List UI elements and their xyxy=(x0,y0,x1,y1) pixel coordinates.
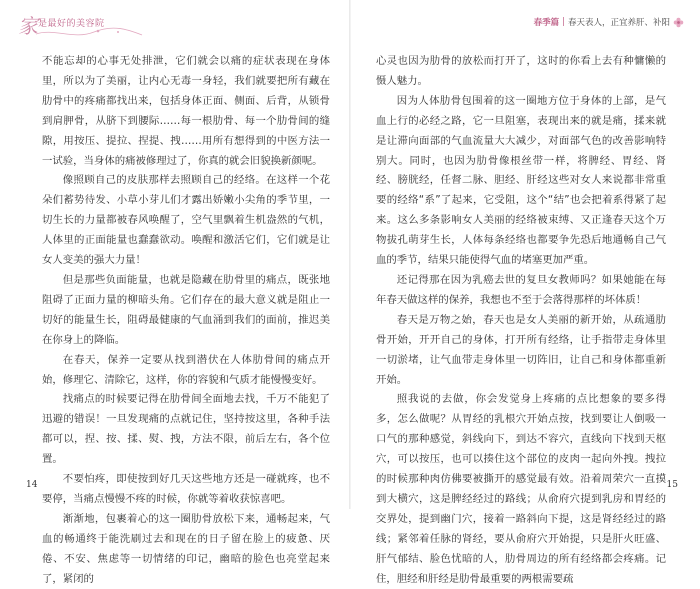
header-separator: | xyxy=(562,17,565,27)
page-number-right: 15 xyxy=(666,480,678,490)
swirl-ornament-icon xyxy=(34,26,144,40)
paragraph-1: 不能忘却的心事无处排泄，它们就会以痛的症状表现在身体里，所以为了美丽，让内心无毒一身轻，我们就要把所有藏在肋骨中的疼痛都找出来，包括身体正面、侧面、后背，从锁骨到肩胛骨，从脐下到腰际……每一根肋骨、每一个肋骨间的缝隙，用按压、提拉、捏提、拽……用所有想得到的中医方法一一试验，当身体的痛被修理过了，你真的就会旧貌换新颜呢。 xyxy=(42,55,330,167)
left-page xyxy=(0,0,350,585)
paragraph-2: 因为人体肋骨包围着的这一圈地方位于身体的上部，是气血上行的必经之路，它一旦阻塞，表现出来的就是痛，揉来就是让滞向面部的气血流量大大减少，对面部气色的改善影响特别大。同时，也因为肋骨像根丝带一样，将脾经、胃经、肾经、膀胱经，任督二脉、胆经、肝经这些对女人来说都非常重要的经络“系”了起来，它受阻，这个“结”也会把着系得紧了起来。这么多条影响女人美丽的经络被束缚、又正逢春天这个万物拔孔萌芽生长，人体每条经络也都要争先恐后地通畅自己气血的季节，结果只能使得气血的堵塞更加严重。 xyxy=(376,94,666,267)
paragraph-1: 心灵也因为肋骨的放松而打开了，这时的你看上去有种慵懒的慑人魅力。 xyxy=(376,55,666,87)
flower-icon xyxy=(673,17,684,28)
book-title: 是最好的美容院 xyxy=(38,19,105,29)
paragraph-2: 像照顾自己的皮肤那样去照顾自己的经络。在这样一个花朵们蓄势待发、小草小芽儿们才露出娇嫩小尖角的季节里，一切生长的力量都被春风唤醒了，空气里飘着生机盎然的气机，人体里的正面能量也蠢蠢欲动。唤醒和激活它们，它们就是让女人变美的强大力量！ xyxy=(42,174,330,267)
paragraph-5: 照我说的去做，你会发觉身上疼痛的点比想象的要多得多，怎么做呢？从胃经的乳根穴开始点按，找到要让人倒吸一口气的那种感觉，斜线向下，到达不容穴，直线向下找到天枢穴，可以按压，也可以揍住这个部位的皮肉一起向外拽。拽拉的时候那种肉仿佛要被撕开的感觉最有效。沿着周荣穴一直摸到大横穴，这是脾经经过的路线；从俞府穴提到乳房和胃经的交界处，提到幽门穴，接着一路斜向下提，这是肾经经过的路线；紧邻着任脉的肾经，要从俞府穴开始提，只是肝火旺盛、肝气郁结、脸色忧暗的人，肋骨周边的所有经络都会疼痛。记住，胆经和肝经是肋骨最重要的两根需要疏 xyxy=(376,393,666,585)
paragraph-5: 找痛点的时候要记得在肋骨间全面地去找，千万不能犯了迅避的错误！一旦发现痛的点就记住，坚持按这里，各种手法都可以，捏、按、揉、熨、拽，方法不限，前后左右，各个位置。 xyxy=(42,393,330,466)
section-name: 春季篇 xyxy=(533,18,560,28)
paragraph-6: 不要怕疼，即使按到好几天这些地方还是一碰就疼，也不要停，当痛点慢慢不疼的时候，你就等着收获惊喜吧。 xyxy=(42,473,330,505)
header-logo-char: 家 xyxy=(18,14,38,38)
paragraph-4: 春天是万物之始，春天也是女人美丽的新开始，从疏通肋骨开始，开开自己的身体，打开所有经络，让手指带走身体里一切淤堵，让气血带走身体里一切阵旧，让自己和身体都重新开始。 xyxy=(376,313,666,386)
running-header-right xyxy=(534,16,684,28)
running-header-left xyxy=(18,12,148,42)
paragraph-4: 在春天，保养一定要从找到潜伏在人体肋骨间的痛点开始，修理它、清除它，这样，你的容貌和气质才能慢慢变好。 xyxy=(42,353,330,386)
paragraph-3: 还记得那在因为乳癌去世的复旦女教师吗？如果她能在每年春天做这样的保养，我想也不至于会落得那样的坏体质！ xyxy=(376,273,666,306)
paragraph-3: 但是那些负面能量，也就是隐藏在肋骨里的痛点，既张地阻碍了正面力量的柳暗头角。它们存在的最大意义就是阻止一切好的能量生长，阻碍最健康的气血涌到我们的面前，推迟美在你身上的降临。 xyxy=(42,273,330,346)
section-subtitle: 春天表人，正宜养肝、补阳 xyxy=(567,18,670,28)
page-number-left: 14 xyxy=(26,480,38,490)
right-page xyxy=(350,0,700,585)
paragraph-7: 渐渐地，包裹着心的这一圈肋骨放松下来，通畅起来，气血的畅通终于能洗刷过去和现在的日子留在脸上的疲惫、厌倦、不安、焦虑等一切情绪的印记，幽暗的脸色也亮堂起来了，紧闭的 xyxy=(42,512,330,585)
right-body-text xyxy=(376,52,666,589)
left-body-text xyxy=(42,52,330,589)
